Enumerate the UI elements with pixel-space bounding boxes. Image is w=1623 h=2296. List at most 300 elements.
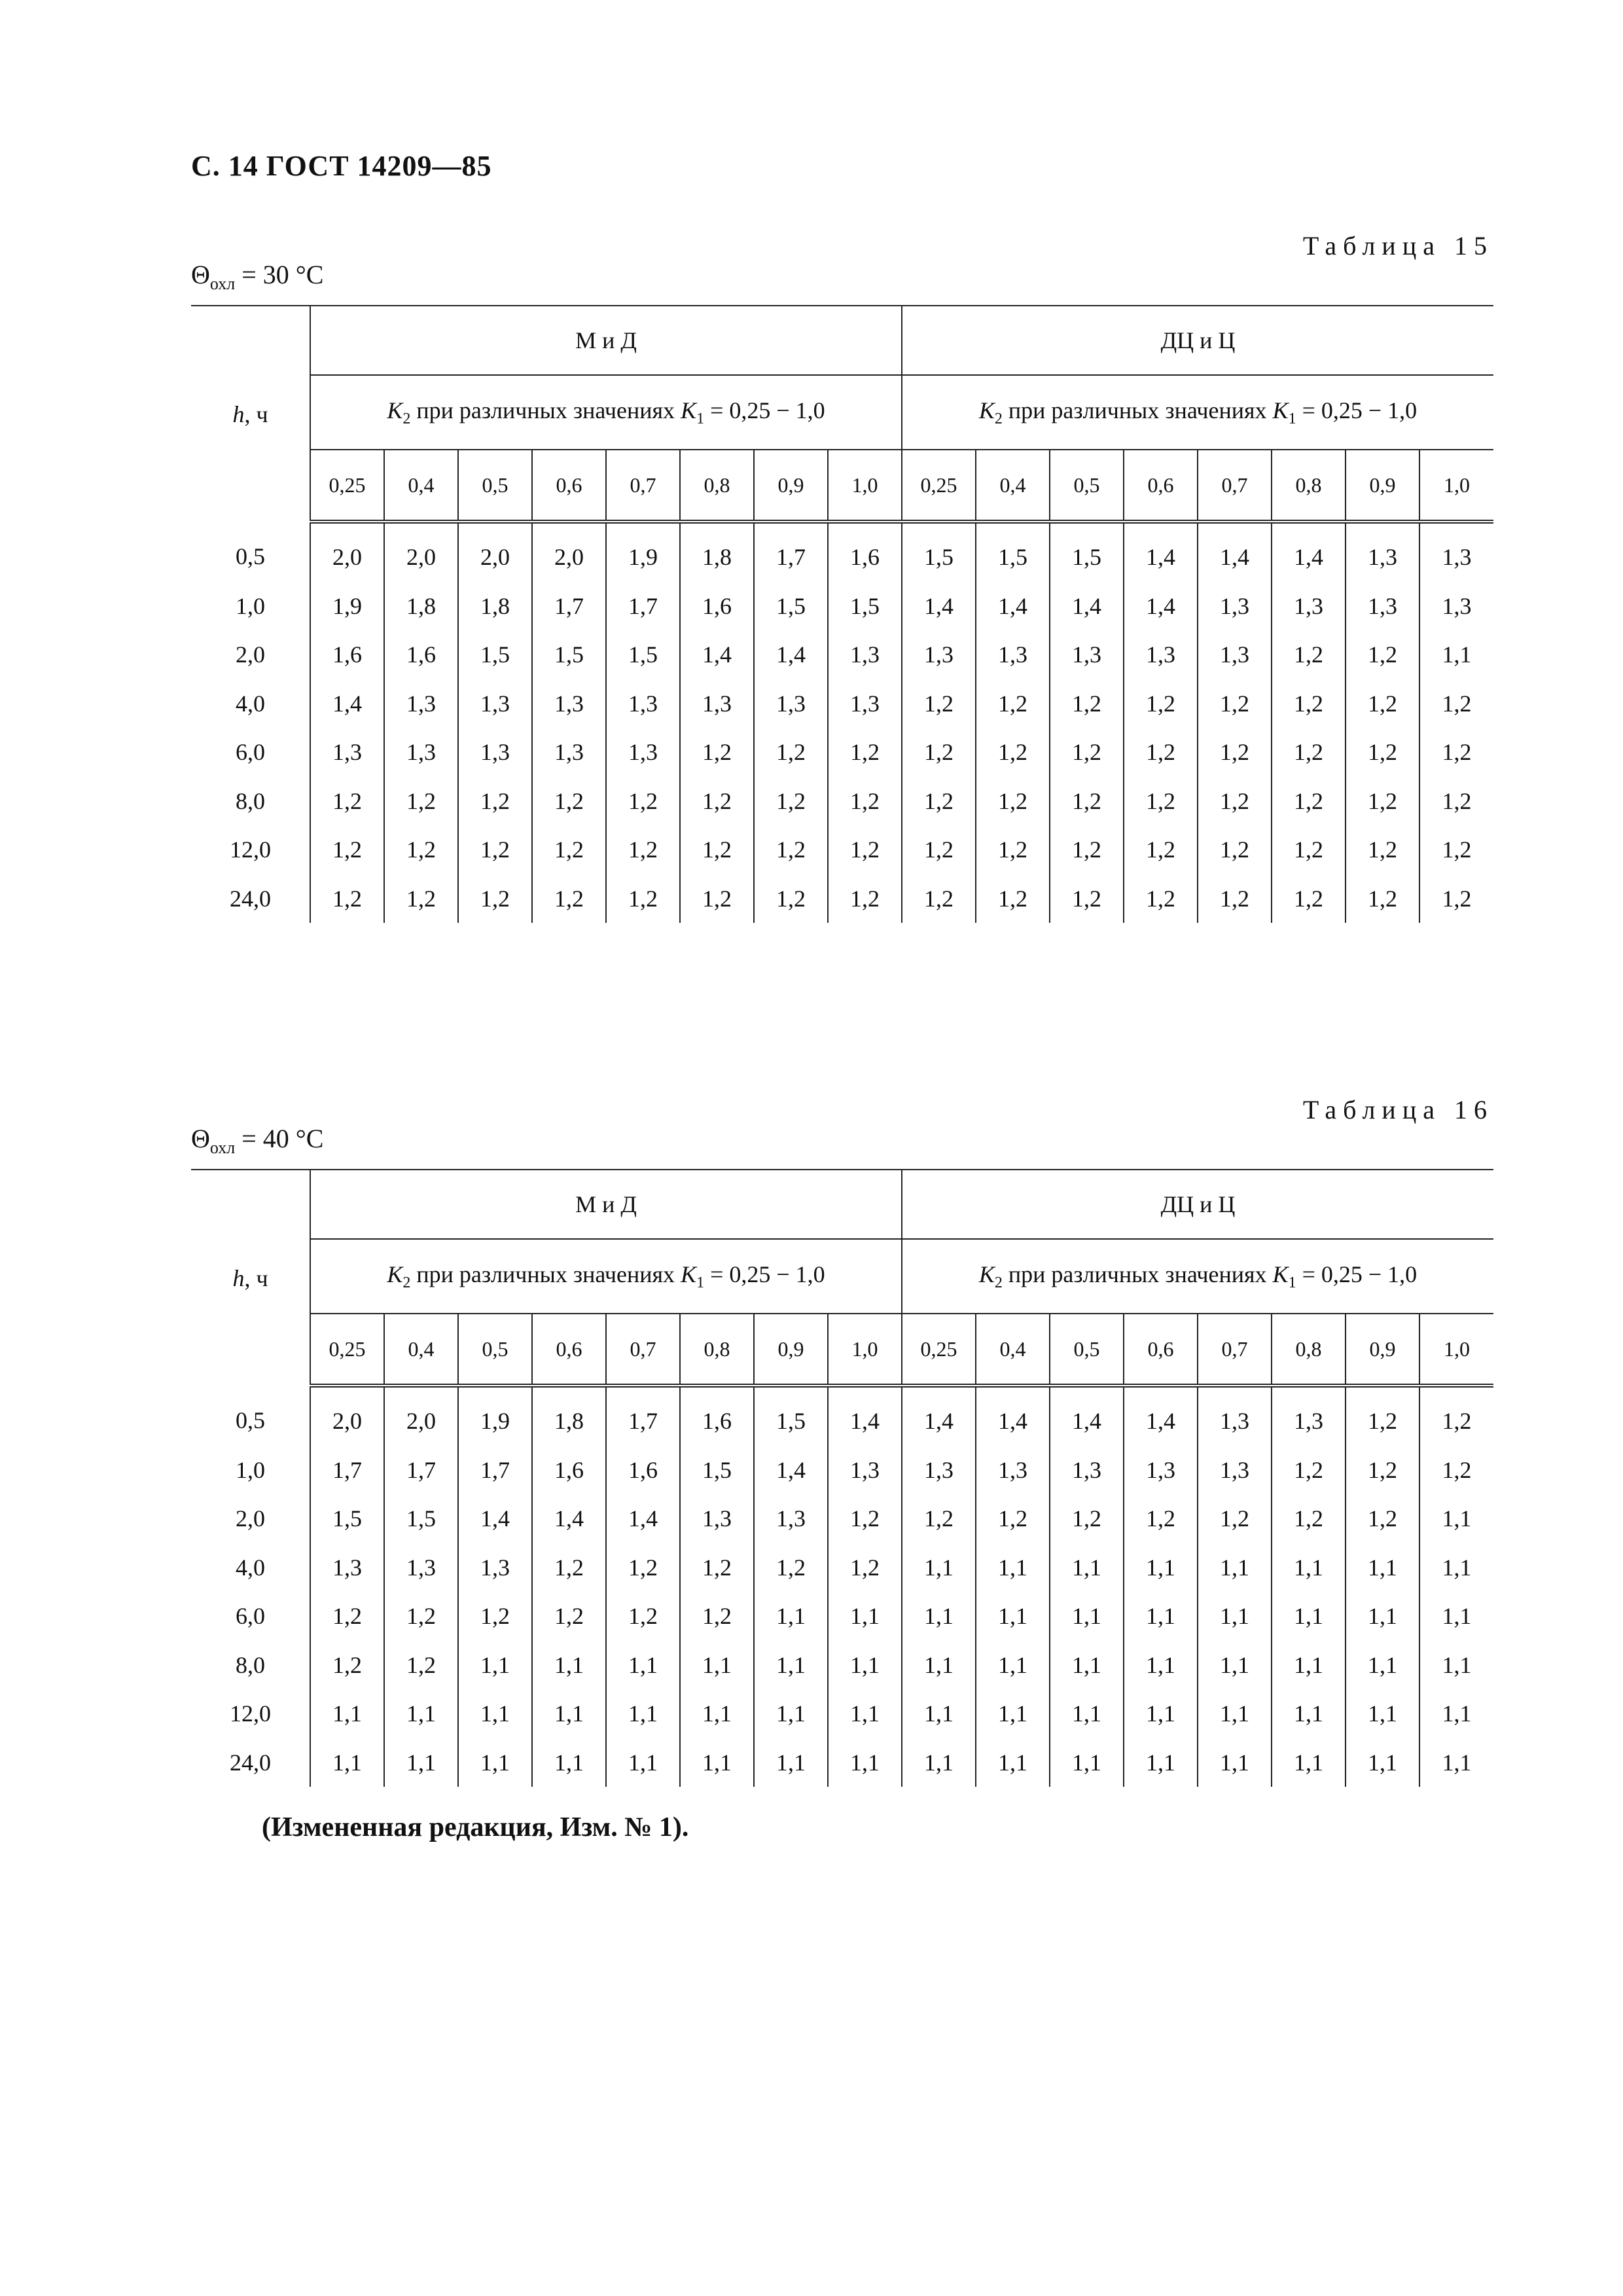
h-value: 2,0 (236, 1505, 265, 1532)
k2-value: 1,2 (680, 1543, 754, 1592)
k2-value: 1,2 (680, 1592, 754, 1641)
k2-value: 1,2 (532, 777, 606, 826)
k2-value: 1,3 (458, 728, 532, 777)
k2-value: 1,2 (1050, 874, 1124, 924)
k2-value: 1,2 (1050, 679, 1124, 728)
k1-value-header: 1,0 (1419, 1314, 1493, 1386)
k2-value: 1,3 (384, 1543, 458, 1592)
k2-subheader (310, 1239, 902, 1314)
k2-value: 1,1 (1419, 1738, 1493, 1787)
k2-value: 1,9 (458, 1386, 532, 1446)
group-header-m-d: М и Д (310, 1170, 902, 1239)
k2-value: 1,2 (976, 777, 1050, 826)
k2-value: 2,0 (310, 522, 384, 582)
k2-value: 1,2 (1124, 1494, 1198, 1543)
h-unit: , ч (244, 401, 268, 427)
k2-value: 1,4 (532, 1494, 606, 1543)
theta-condition (191, 259, 323, 294)
k2-value: 1,1 (1346, 1592, 1419, 1641)
k2-value: 1,2 (828, 1543, 902, 1592)
k1-value-header: 1,0 (828, 1314, 902, 1386)
k2-value: 1,3 (458, 1543, 532, 1592)
k2-value: 1,2 (902, 874, 976, 924)
table-row (191, 630, 1493, 679)
k2-value: 1,2 (1272, 679, 1346, 728)
k1-value-header: 0,7 (606, 1314, 680, 1386)
table-row (191, 1494, 1493, 1543)
k1-range: = 0,25 − 1,0 (704, 397, 825, 423)
data-table (191, 305, 1493, 923)
k2-value: 1,3 (828, 679, 902, 728)
k2-value: 1,1 (680, 1641, 754, 1690)
k2-value: 1,2 (310, 1592, 384, 1641)
k1-value-header: 0,4 (384, 1314, 458, 1386)
table-row (191, 1386, 1493, 1446)
k2-value: 1,8 (384, 582, 458, 631)
k2-value: 1,1 (1272, 1641, 1346, 1690)
k2-value: 1,1 (1419, 1641, 1493, 1690)
k2-value: 1,3 (1419, 582, 1493, 631)
k1-value-header: 0,7 (1198, 1314, 1272, 1386)
k2-value: 1,3 (384, 728, 458, 777)
k2-value: 1,2 (754, 825, 828, 874)
k2-description: при различных значениях (410, 1261, 681, 1287)
k2-value: 1,2 (384, 874, 458, 924)
h-value: 1,0 (236, 1456, 265, 1483)
k2-value: 1,1 (1050, 1689, 1124, 1738)
k2-symbol: K (387, 397, 403, 423)
k2-value: 1,1 (532, 1738, 606, 1787)
k2-value: 1,2 (1198, 874, 1272, 924)
k2-value: 1,9 (310, 582, 384, 631)
k1-value-header: 0,8 (1272, 1314, 1346, 1386)
k2-value: 1,2 (1272, 1446, 1346, 1495)
k2-value: 1,2 (902, 777, 976, 826)
k2-value: 1,1 (976, 1543, 1050, 1592)
k2-value: 1,8 (532, 1386, 606, 1446)
k2-value: 1,4 (902, 1386, 976, 1446)
k2-value: 1,2 (1346, 630, 1419, 679)
k1-value-header: 0,6 (532, 450, 606, 522)
k2-value: 1,6 (384, 630, 458, 679)
table-row (191, 1543, 1493, 1592)
k2-value: 1,7 (384, 1446, 458, 1495)
k2-value: 1,2 (1346, 1494, 1419, 1543)
k2-value: 1,2 (1050, 728, 1124, 777)
k2-value: 1,2 (310, 1641, 384, 1690)
table-row (191, 1446, 1493, 1495)
k1-value-header: 0,9 (754, 450, 828, 522)
k2-description: при различных значениях (410, 397, 681, 423)
k1-value-header: 0,6 (532, 1314, 606, 1386)
k2-value: 1,2 (310, 777, 384, 826)
k2-value: 1,2 (680, 777, 754, 826)
k2-value: 1,1 (902, 1543, 976, 1592)
k2-subscript: 2 (994, 1274, 1003, 1292)
k2-value: 1,2 (458, 777, 532, 826)
k2-value: 1,2 (1272, 630, 1346, 679)
k2-value: 1,2 (976, 825, 1050, 874)
k2-value: 1,2 (1124, 874, 1198, 924)
k2-value: 1,1 (1272, 1543, 1346, 1592)
k2-value: 1,1 (1272, 1592, 1346, 1641)
k2-value: 1,1 (1198, 1689, 1272, 1738)
k2-value: 1,1 (606, 1641, 680, 1690)
k1-value-header: 0,5 (1050, 1314, 1124, 1386)
k2-value: 1,1 (976, 1689, 1050, 1738)
k1-value-header: 0,25 (902, 450, 976, 522)
k2-value: 1,2 (1419, 777, 1493, 826)
k2-value: 1,3 (754, 1494, 828, 1543)
k2-value: 1,1 (754, 1738, 828, 1787)
k2-value: 1,2 (1272, 825, 1346, 874)
h-value: 6,0 (236, 1603, 265, 1630)
k2-value: 1,3 (1272, 582, 1346, 631)
k2-value: 1,1 (1050, 1543, 1124, 1592)
k2-value: 1,9 (606, 522, 680, 582)
k2-value: 1,2 (606, 777, 680, 826)
h-value: 8,0 (236, 1651, 265, 1678)
k1-value-header: 0,4 (384, 450, 458, 522)
k2-value: 1,1 (1346, 1689, 1419, 1738)
table-row (191, 1592, 1493, 1641)
k2-value: 1,1 (1124, 1592, 1198, 1641)
k2-description: при различных значениях (1002, 1261, 1273, 1287)
k2-value: 1,8 (458, 582, 532, 631)
k2-value: 1,2 (680, 825, 754, 874)
k2-value: 1,4 (976, 582, 1050, 631)
k2-value: 1,3 (902, 630, 976, 679)
k2-value: 1,1 (1050, 1738, 1124, 1787)
h-value: 6,0 (236, 739, 265, 766)
k1-value-header: 0,4 (976, 450, 1050, 522)
k2-value: 1,5 (754, 1386, 828, 1446)
k2-value: 1,3 (532, 728, 606, 777)
k1-subscript: 1 (696, 1274, 705, 1292)
k2-value: 1,1 (1419, 1592, 1493, 1641)
k1-symbol: K (681, 1261, 697, 1287)
k2-value: 1,4 (902, 582, 976, 631)
k2-value: 1,2 (902, 1494, 976, 1543)
k2-value: 2,0 (384, 1386, 458, 1446)
k2-value: 1,2 (458, 825, 532, 874)
k2-value: 1,5 (976, 522, 1050, 582)
k2-value: 1,1 (680, 1738, 754, 1787)
k2-value: 1,2 (606, 825, 680, 874)
k2-value: 1,2 (1419, 728, 1493, 777)
k2-value: 1,1 (1050, 1641, 1124, 1690)
k2-value: 1,1 (976, 1738, 1050, 1787)
k2-value: 1,6 (606, 1446, 680, 1495)
k2-value: 1,2 (1346, 1386, 1419, 1446)
k2-value: 1,3 (458, 679, 532, 728)
k1-range: = 0,25 − 1,0 (704, 1261, 825, 1287)
k2-value: 1,2 (1346, 1446, 1419, 1495)
k2-value: 1,6 (680, 1386, 754, 1446)
data-table (191, 1169, 1493, 1787)
k2-value: 1,3 (606, 679, 680, 728)
k2-value: 1,3 (680, 1494, 754, 1543)
k2-value: 1,2 (828, 825, 902, 874)
k2-value: 1,2 (1346, 777, 1419, 826)
k2-value: 1,4 (606, 1494, 680, 1543)
k2-value: 1,2 (1124, 728, 1198, 777)
k2-value: 1,2 (1124, 777, 1198, 826)
h-value: 8,0 (236, 787, 265, 814)
k1-subscript: 1 (1288, 410, 1296, 428)
k2-value: 1,2 (1272, 777, 1346, 826)
k2-value: 1,1 (458, 1689, 532, 1738)
k2-value: 1,2 (1198, 825, 1272, 874)
k2-value: 2,0 (458, 522, 532, 582)
k1-subscript: 1 (696, 410, 705, 428)
k2-value: 1,2 (1272, 728, 1346, 777)
k2-value: 1,1 (1198, 1738, 1272, 1787)
k2-value: 1,2 (606, 1543, 680, 1592)
k2-value: 1,1 (754, 1641, 828, 1690)
k2-subscript: 2 (402, 1274, 411, 1292)
h-unit: , ч (244, 1265, 268, 1291)
h-value: 12,0 (230, 1700, 271, 1727)
theta-value: = 40 °С (241, 1124, 324, 1153)
k2-value: 1,2 (606, 1592, 680, 1641)
k2-value: 1,2 (1272, 874, 1346, 924)
k2-value: 1,2 (458, 1592, 532, 1641)
k2-value: 1,4 (1124, 582, 1198, 631)
h-value: 24,0 (230, 1749, 271, 1776)
k2-value: 1,1 (532, 1689, 606, 1738)
k2-value: 1,5 (606, 630, 680, 679)
h-value: 1,0 (236, 592, 265, 619)
k2-value: 1,4 (976, 1386, 1050, 1446)
k2-value: 1,4 (1124, 522, 1198, 582)
k1-value-header: 0,9 (754, 1314, 828, 1386)
k2-value: 1,2 (1419, 874, 1493, 924)
h-value: 0,5 (236, 1407, 265, 1433)
k2-value: 1,2 (754, 874, 828, 924)
table-row (191, 728, 1493, 777)
footnote: (Измененная редакция, Изм. № 1). (262, 1812, 689, 1842)
k2-value: 1,3 (310, 728, 384, 777)
k2-value: 1,3 (310, 1543, 384, 1592)
k2-value: 1,3 (384, 679, 458, 728)
k2-value: 1,3 (1272, 1386, 1346, 1446)
k2-value: 1,3 (828, 1446, 902, 1495)
k2-value: 1,5 (310, 1494, 384, 1543)
k2-value: 1,2 (1346, 874, 1419, 924)
k2-value: 1,3 (680, 679, 754, 728)
k2-value: 1,4 (754, 630, 828, 679)
k2-value: 1,4 (1124, 1386, 1198, 1446)
k1-value-header: 1,0 (828, 450, 902, 522)
group-header-dc-c: ДЦ и Ц (902, 1170, 1493, 1239)
k2-value: 1,1 (1346, 1641, 1419, 1690)
k2-value: 1,1 (606, 1689, 680, 1738)
theta-subscript: охл (209, 274, 236, 293)
k2-value: 1,1 (828, 1592, 902, 1641)
k2-value: 1,3 (1346, 582, 1419, 631)
k2-value: 1,1 (1419, 1494, 1493, 1543)
k2-value: 1,1 (902, 1689, 976, 1738)
k2-value: 1,3 (1050, 630, 1124, 679)
k2-value: 1,1 (1419, 630, 1493, 679)
k1-value-header: 0,4 (976, 1314, 1050, 1386)
k2-value: 1,2 (1346, 679, 1419, 728)
k2-value: 1,2 (902, 728, 976, 777)
k2-value: 1,6 (828, 522, 902, 582)
k2-value: 1,1 (384, 1689, 458, 1738)
k2-value: 1,2 (1124, 825, 1198, 874)
k2-value: 1,4 (754, 1446, 828, 1495)
k2-value: 1,2 (1419, 1446, 1493, 1495)
k2-value: 1,2 (976, 728, 1050, 777)
k1-range: = 0,25 − 1,0 (1296, 397, 1418, 423)
k2-value: 1,1 (754, 1592, 828, 1641)
k2-value: 1,2 (532, 1592, 606, 1641)
h-symbol: h (232, 401, 245, 427)
k2-value: 2,0 (532, 522, 606, 582)
k2-value: 1,2 (1050, 1494, 1124, 1543)
k2-value: 1,7 (532, 582, 606, 631)
h-value: 24,0 (230, 885, 271, 912)
k2-value: 1,1 (1124, 1641, 1198, 1690)
table-row (191, 582, 1493, 631)
k2-value: 1,3 (1124, 630, 1198, 679)
k2-value: 1,2 (976, 874, 1050, 924)
k2-value: 1,2 (1198, 679, 1272, 728)
k2-value: 1,3 (1198, 1446, 1272, 1495)
k1-value-header: 0,5 (458, 1314, 532, 1386)
k2-value: 1,7 (310, 1446, 384, 1495)
k2-subheader (310, 375, 902, 450)
h-value: 2,0 (236, 641, 265, 668)
k2-value: 1,2 (384, 1592, 458, 1641)
k2-value: 1,3 (1198, 582, 1272, 631)
k2-value: 1,2 (902, 679, 976, 728)
k2-value: 1,3 (902, 1446, 976, 1495)
k2-value: 1,1 (1050, 1592, 1124, 1641)
k2-subheader (902, 1239, 1493, 1314)
k2-symbol: K (387, 1261, 403, 1287)
k2-value: 1,8 (680, 522, 754, 582)
k2-subscript: 2 (994, 410, 1003, 428)
k2-value: 1,2 (1346, 825, 1419, 874)
h-value: 4,0 (236, 1554, 265, 1581)
k1-value-header: 1,0 (1419, 450, 1493, 522)
k2-value: 1,2 (310, 874, 384, 924)
table-row (191, 1738, 1493, 1787)
k2-value: 1,2 (1419, 679, 1493, 728)
k2-value: 1,3 (828, 630, 902, 679)
k2-value: 1,2 (384, 1641, 458, 1690)
k2-value: 1,1 (1419, 1689, 1493, 1738)
h-column-header (191, 306, 310, 522)
k2-value: 2,0 (384, 522, 458, 582)
k2-value: 1,2 (1050, 825, 1124, 874)
k2-subheader (902, 375, 1493, 450)
k1-value-header: 0,7 (1198, 450, 1272, 522)
k2-value: 1,1 (1198, 1543, 1272, 1592)
k1-value-header: 0,7 (606, 450, 680, 522)
k2-value: 1,2 (384, 777, 458, 826)
k2-value: 1,3 (1198, 630, 1272, 679)
k2-value: 1,7 (754, 522, 828, 582)
k2-value: 1,5 (754, 582, 828, 631)
k2-value: 1,2 (976, 1494, 1050, 1543)
k2-value: 1,2 (754, 1543, 828, 1592)
table-row (191, 825, 1493, 874)
k2-value: 1,2 (902, 825, 976, 874)
k2-value: 1,6 (680, 582, 754, 631)
k2-value: 1,7 (458, 1446, 532, 1495)
table-row (191, 777, 1493, 826)
k2-value: 1,2 (1198, 728, 1272, 777)
k2-value: 1,3 (1050, 1446, 1124, 1495)
k2-value: 1,5 (828, 582, 902, 631)
k1-range: = 0,25 − 1,0 (1296, 1261, 1418, 1287)
k2-value: 1,1 (1198, 1641, 1272, 1690)
k2-value: 1,6 (532, 1446, 606, 1495)
k2-value: 1,2 (1272, 1494, 1346, 1543)
k2-value: 1,4 (458, 1494, 532, 1543)
k2-value: 1,3 (976, 1446, 1050, 1495)
h-value: 4,0 (236, 690, 265, 717)
k2-value: 1,5 (1050, 522, 1124, 582)
h-column-header (191, 1170, 310, 1386)
k2-value: 1,1 (458, 1641, 532, 1690)
k2-value: 1,1 (1124, 1543, 1198, 1592)
k2-value: 1,1 (1419, 1543, 1493, 1592)
h-symbol: h (232, 1265, 245, 1291)
h-value: 12,0 (230, 836, 271, 863)
k1-symbol: K (1272, 1261, 1289, 1287)
theta-condition (191, 1123, 323, 1158)
group-header-m-d: М и Д (310, 306, 902, 375)
k2-value: 1,2 (828, 874, 902, 924)
k2-value: 1,2 (680, 874, 754, 924)
k2-value: 1,2 (680, 728, 754, 777)
k2-value: 1,1 (1346, 1543, 1419, 1592)
k2-value: 1,5 (458, 630, 532, 679)
k2-value: 1,2 (384, 825, 458, 874)
k2-value: 1,5 (680, 1446, 754, 1495)
k2-value: 1,1 (976, 1641, 1050, 1690)
k2-value: 1,1 (1198, 1592, 1272, 1641)
k2-value: 1,2 (1419, 1386, 1493, 1446)
k1-subscript: 1 (1288, 1274, 1296, 1292)
k2-value: 1,1 (310, 1689, 384, 1738)
k2-value: 1,4 (1050, 1386, 1124, 1446)
k2-value: 1,2 (828, 1494, 902, 1543)
k2-value: 1,3 (1419, 522, 1493, 582)
k2-value: 1,1 (1124, 1738, 1198, 1787)
table-row (191, 679, 1493, 728)
k2-value: 1,1 (310, 1738, 384, 1787)
table-caption: Таблица 16 (1302, 1095, 1493, 1124)
k2-value: 1,1 (1124, 1689, 1198, 1738)
k2-value: 1,4 (310, 679, 384, 728)
k2-value: 1,4 (828, 1386, 902, 1446)
k2-value: 1,4 (680, 630, 754, 679)
k2-value: 1,5 (384, 1494, 458, 1543)
k1-value-header: 0,25 (310, 1314, 384, 1386)
k2-description: при различных значениях (1002, 397, 1273, 423)
k1-value-header: 0,25 (902, 1314, 976, 1386)
theta-symbol: Θ (191, 260, 210, 289)
k2-value: 1,2 (1124, 679, 1198, 728)
k2-value: 1,5 (902, 522, 976, 582)
k2-value: 1,1 (606, 1738, 680, 1787)
